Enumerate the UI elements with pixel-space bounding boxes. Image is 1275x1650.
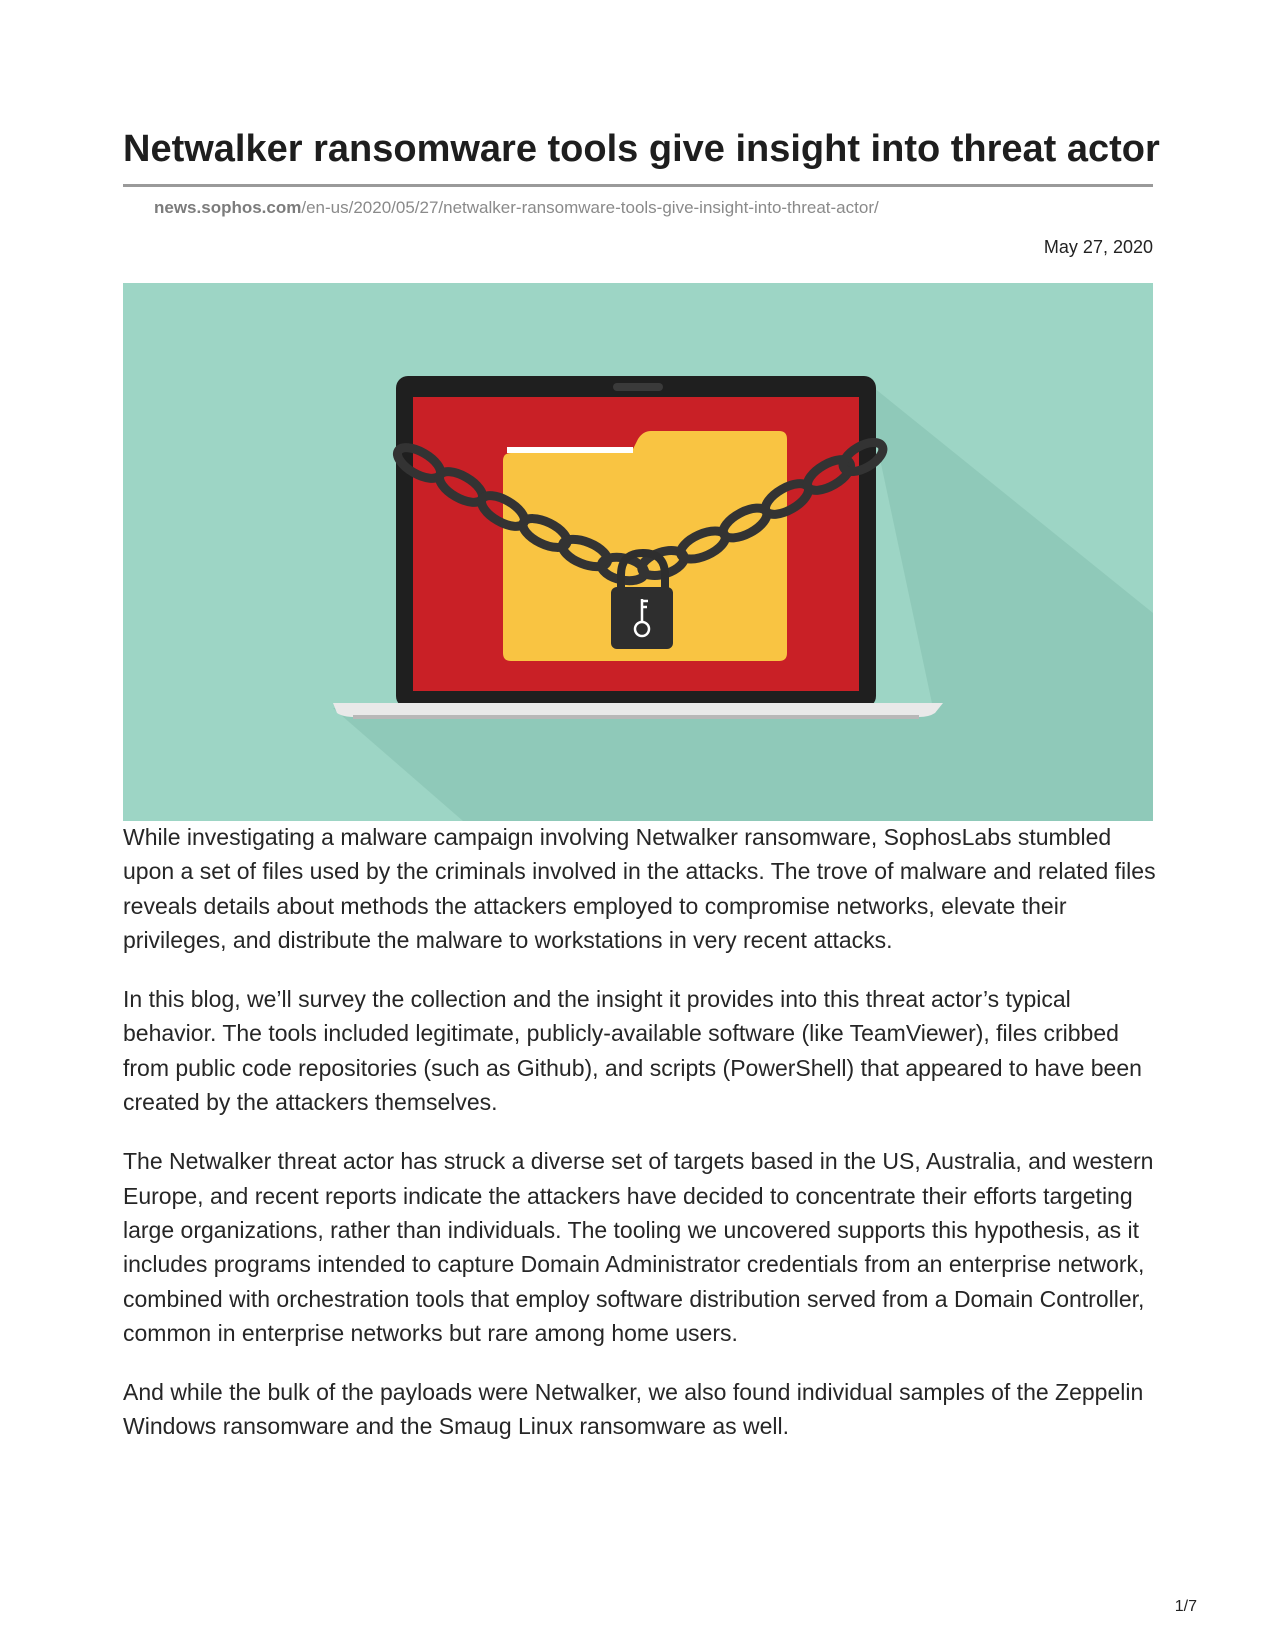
body-paragraph: And while the bulk of the payloads were Netwalker, we also found individual samples of the Zeppelin Windows ransomware and the Smaug Linux ransomware as well. (123, 1379, 1144, 1440)
body-paragraph: While investigating a malware campaign involving Netwalker ransomware, SophosLabs stumbled upon a set of files used by the criminals involved in the attacks. The trove of malware and related files reveals details about methods the attackers employed to compromise networks, elevate their privileges, and distribute the malware to workstations in very recent attacks. (123, 824, 1156, 953)
laptop-base-edge (353, 715, 919, 719)
source-url[interactable] (154, 197, 879, 219)
source-url-path[interactable]: /en-us/2020/05/27/netwalker-ransomware-tools-give-insight-into-threat-actor/ (301, 198, 879, 217)
source-url-domain[interactable]: news.sophos.com (154, 198, 302, 217)
page-number: 1/7 (1174, 1598, 1197, 1615)
hero-image (123, 283, 1153, 821)
publication-date: May 27, 2020 (1043, 237, 1153, 257)
article-body (123, 820, 1163, 1469)
title-divider (123, 184, 1153, 187)
body-paragraph: In this blog, we’ll survey the collection and the insight it provides into this threat actor’s typical behavior. The tools included legitimate, publicly-available software (like TeamViewer), files cribbed from public code repositories (such as Github), and scripts (PowerShell) that appeared to have been created by the attackers themselves. (123, 986, 1142, 1116)
laptop-base (333, 703, 943, 717)
body-paragraph: The Netwalker threat actor has struck a diverse set of targets based in the US, Australia, and western Europe, and recent reports indicate the attackers have decided to concentrate their efforts targeting large organizations, rather than individuals. The tooling we uncovered supports this hypothesis, as it includes programs intended to capture Domain Administrator credentials from an enterprise network, combined with orchestration tools that employ software distribution served from a Domain Controller, common in enterprise networks but rare among home users. (123, 1148, 1154, 1346)
laptop-camera (613, 383, 663, 391)
article-title: Netwalker ransomware tools give insight into threat actor (123, 128, 1160, 170)
folder-paper (507, 447, 633, 453)
